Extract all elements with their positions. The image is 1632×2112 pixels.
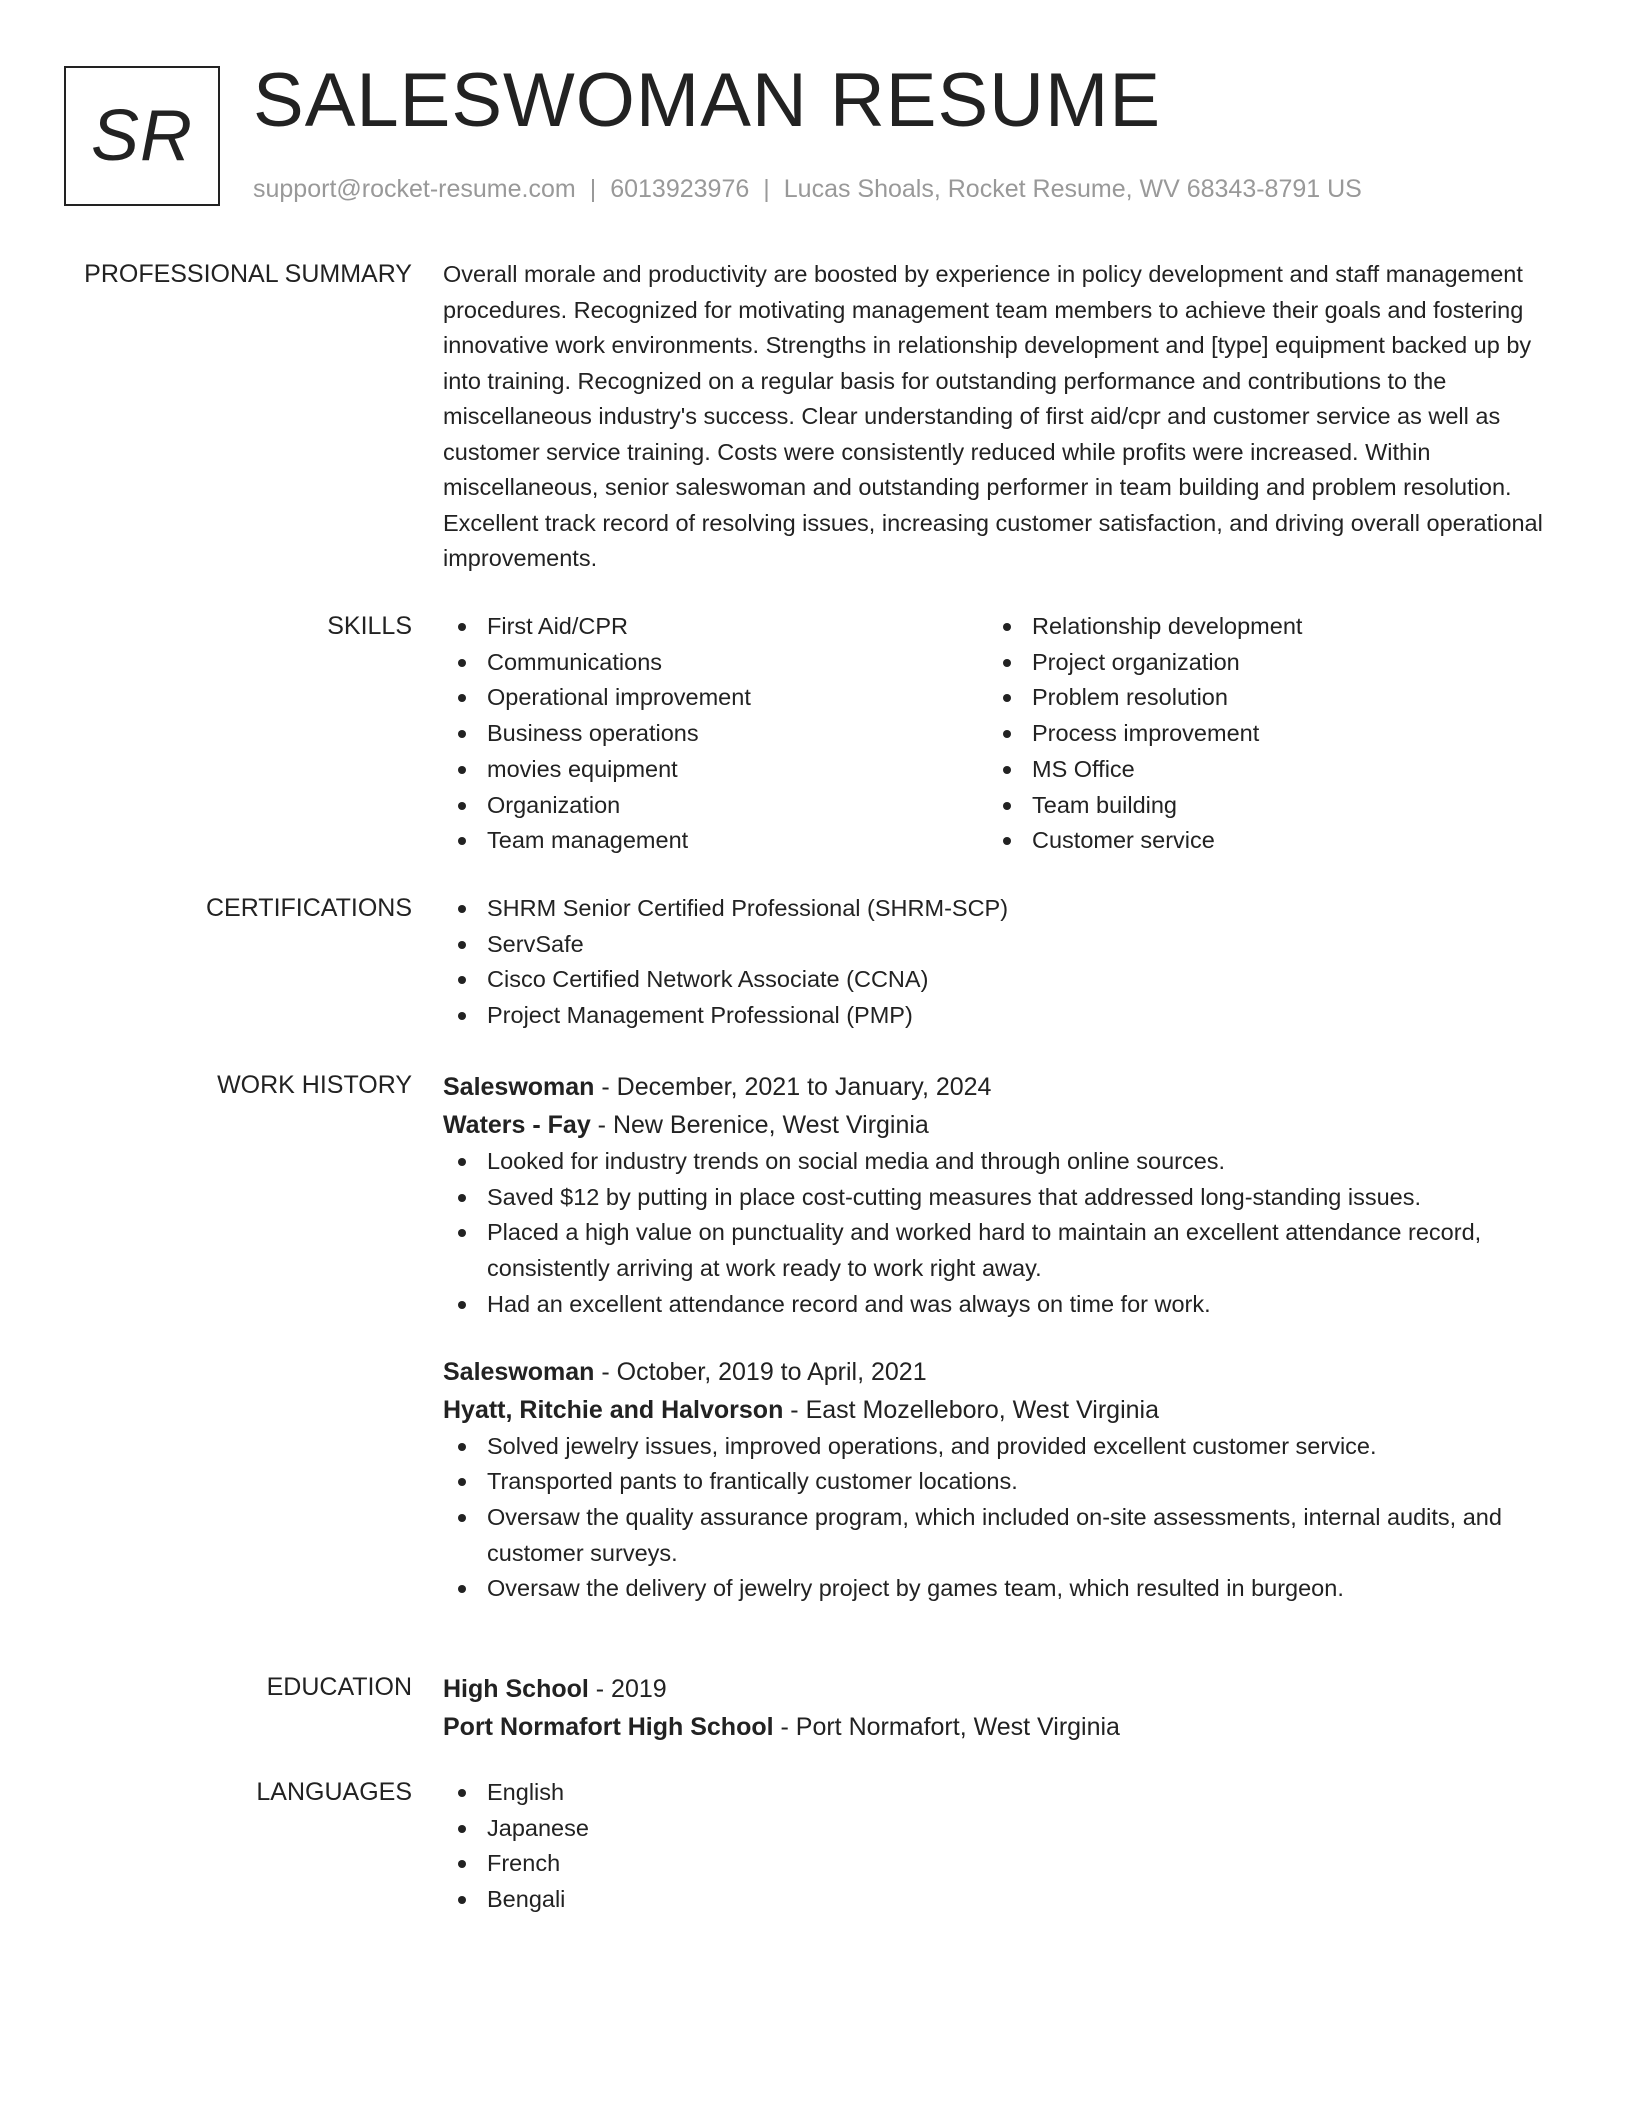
bullet-icon <box>458 1229 466 1237</box>
education-body <box>443 1670 1551 1746</box>
contact-email[interactable]: support@rocket-resume.com <box>253 175 576 203</box>
list-item <box>988 716 1533 752</box>
list-item <box>988 645 1533 681</box>
list-item <box>443 962 1551 998</box>
skills-body <box>443 609 1551 859</box>
work-history-body <box>443 1068 1551 1607</box>
list-item-text: SHRM Senior Certified Professional (SHRM-SCP) <box>487 895 1009 921</box>
list-item <box>443 1215 1551 1286</box>
list-item <box>443 823 988 859</box>
education-school-line <box>443 1708 1551 1746</box>
job-company-line <box>443 1391 1551 1429</box>
bullet-icon <box>458 1443 466 1451</box>
list-item-text: Organization <box>487 791 621 818</box>
job-company: Hyatt, Ritchie and Halvorson <box>443 1395 784 1424</box>
list-item <box>988 609 1533 645</box>
bullet-icon <box>458 730 466 738</box>
section-label-education: EDUCATION <box>266 1673 412 1701</box>
monogram-badge <box>64 66 220 206</box>
skills-list-left <box>443 609 988 859</box>
certifications-body <box>443 891 1551 1034</box>
job-location: - East Mozelleboro, West Virginia <box>783 1395 1159 1424</box>
list-item <box>443 1775 1551 1811</box>
job-bullet-text: Solved jewelry issues, improved operations, and provided excellent customer service. <box>487 1432 1377 1459</box>
languages-body <box>443 1775 1551 1918</box>
list-item <box>988 788 1533 824</box>
bullet-icon <box>458 623 466 631</box>
job-dates: - October, 2019 to April, 2021 <box>594 1357 927 1386</box>
list-item <box>443 998 1551 1034</box>
job-bullet-text: Oversaw the quality assurance program, which included on-site assessments, internal audits, and customer surveys. <box>487 1503 1502 1566</box>
job-title-line <box>443 1068 1551 1106</box>
job-bullet-text: Saved $12 by putting in place cost-cutting measures that addressed long-standing issues. <box>487 1183 1422 1210</box>
job-bullet-text: Oversaw the delivery of jewelry project by games team, which resulted in burgeon. <box>487 1575 1344 1602</box>
contact-separator: | <box>763 175 770 203</box>
bullet-icon <box>458 1301 466 1309</box>
section-label-work-history: WORK HISTORY <box>217 1071 412 1099</box>
job-location: - New Berenice, West Virginia <box>590 1111 929 1139</box>
list-item-text: Project organization <box>1032 648 1240 675</box>
list-item <box>443 788 988 824</box>
list-item-text: Bengali <box>487 1886 566 1913</box>
job-bullet-text: Looked for industry trends on social media and through online sources. <box>487 1148 1226 1174</box>
bullet-icon <box>458 1860 466 1868</box>
job-title: Saleswoman <box>443 1357 595 1386</box>
bullet-icon <box>458 802 466 810</box>
list-item <box>443 1811 1551 1847</box>
job-dates: - December, 2021 to January, 2024 <box>594 1073 992 1101</box>
skills-columns <box>443 609 1551 859</box>
bullet-icon <box>458 837 466 845</box>
list-item-text: Japanese <box>487 1814 589 1841</box>
list-item-text: Project Management Professional (PMP) <box>487 1002 913 1029</box>
list-item <box>443 1500 1551 1571</box>
contact-line <box>253 172 1362 206</box>
list-item-text: Cisco Certified Network Associate (CCNA) <box>487 966 929 993</box>
job-company: Waters - Fay <box>443 1111 591 1139</box>
list-item-text: Customer service <box>1032 827 1215 854</box>
list-item-text: ServSafe <box>487 930 584 957</box>
skills-list-right <box>988 609 1533 859</box>
list-item <box>443 1846 1551 1882</box>
education-school: Port Normafort High School <box>443 1713 774 1741</box>
list-item <box>443 716 988 752</box>
list-item-text: MS Office <box>1032 755 1135 782</box>
summary-body <box>443 257 1551 577</box>
list-item-text: Relationship development <box>1032 613 1303 639</box>
bullet-icon <box>1003 694 1011 702</box>
languages-list <box>443 1775 1551 1918</box>
list-item <box>443 1571 1551 1607</box>
list-item <box>443 1180 1551 1216</box>
bullet-icon <box>458 1478 466 1486</box>
list-item <box>443 1144 1551 1180</box>
bullet-icon <box>458 1158 466 1166</box>
list-item-text: Team building <box>1032 791 1178 818</box>
certifications-list <box>443 891 1551 1034</box>
list-item <box>443 609 988 645</box>
job-bullets <box>443 1144 1551 1323</box>
job-entry <box>443 1068 1551 1323</box>
list-item-text: First Aid/CPR <box>487 613 629 639</box>
bullet-icon <box>458 1585 466 1593</box>
education-location: - Port Normafort, West Virginia <box>773 1713 1120 1741</box>
bullet-icon <box>458 941 466 949</box>
job-title-line <box>443 1353 1551 1391</box>
list-item <box>443 680 988 716</box>
list-item-text: Problem resolution <box>1032 684 1228 711</box>
bullet-icon <box>458 1514 466 1522</box>
monogram-initials: SR <box>90 96 194 176</box>
list-item <box>443 1882 1551 1918</box>
bullet-icon <box>458 1789 466 1797</box>
job-bullet-text: Placed a high value on punctuality and worked hard to maintain an excellent attendance record, consistently arriving at work ready to work right away. <box>487 1219 1482 1282</box>
list-item <box>443 927 1551 963</box>
job-entry <box>443 1353 1551 1608</box>
list-item-text: Team management <box>487 827 689 854</box>
list-item-text: French <box>487 1850 561 1877</box>
list-item <box>443 645 988 681</box>
job-bullet-text: Transported pants to frantically customer locations. <box>487 1468 1018 1495</box>
list-item <box>443 752 988 788</box>
section-label-certifications: CERTIFICATIONS <box>205 894 412 922</box>
bullet-icon <box>458 766 466 774</box>
job-bullets <box>443 1429 1551 1608</box>
contact-address: Lucas Shoals, Rocket Resume, WV 68343-8791 US <box>783 175 1362 203</box>
list-item <box>988 752 1533 788</box>
bullet-icon <box>1003 837 1011 845</box>
contact-separator: | <box>589 175 597 203</box>
bullet-icon <box>458 905 466 913</box>
list-item <box>988 823 1533 859</box>
bullet-icon <box>458 1896 466 1904</box>
bullet-icon <box>458 1194 466 1202</box>
bullet-icon <box>458 659 466 667</box>
list-item-text: movies equipment <box>487 755 678 782</box>
education-degree-line <box>443 1670 1551 1708</box>
bullet-icon <box>1003 766 1011 774</box>
list-item <box>988 680 1533 716</box>
resume-title: SALESWOMAN RESUME <box>253 58 1162 143</box>
list-item <box>443 1287 1551 1323</box>
summary-text: Overall morale and productivity are boosted by experience in policy development and staff management procedures. Recognized for motivating management team members to achieve their goals and fostering innovative work environments. Strengths in relationship development and [type] equipment backed up by into training. Recognized on a regular basis for outstanding performance and contributions to the miscellaneous industry's success. Clear understanding of first aid/cpr and customer service as well as customer service training. Costs were consistently reduced while profits were increased. Within miscellaneous, senior saleswoman and outstanding performer in team building and problem resolution. Excellent track record of resolving issues, increasing customer satisfaction, and driving overall operational improvements. <box>443 261 1543 571</box>
bullet-icon <box>458 976 466 984</box>
section-label-languages: LANGUAGES <box>256 1778 412 1806</box>
section-label-skills: SKILLS <box>327 612 412 640</box>
bullet-icon <box>1003 659 1011 667</box>
education-year: - 2019 <box>588 1675 667 1703</box>
job-company-line <box>443 1106 1551 1144</box>
bullet-icon <box>458 694 466 702</box>
list-item <box>443 1429 1551 1465</box>
section-label-summary: PROFESSIONAL SUMMARY <box>84 260 412 288</box>
contact-phone[interactable]: 6013923976 <box>610 175 750 203</box>
bullet-icon <box>458 1825 466 1833</box>
list-item <box>443 891 1551 927</box>
list-item-text: English <box>487 1779 565 1805</box>
bullet-icon <box>458 1012 466 1020</box>
list-item-text: Operational improvement <box>487 684 751 711</box>
job-title: Saleswoman <box>443 1073 595 1101</box>
list-item-text: Communications <box>487 648 663 675</box>
list-item-text: Business operations <box>487 720 699 747</box>
bullet-icon <box>1003 730 1011 738</box>
bullet-icon <box>1003 623 1011 631</box>
list-item <box>443 1464 1551 1500</box>
bullet-icon <box>1003 802 1011 810</box>
job-bullet-text: Had an excellent attendance record and was always on time for work. <box>487 1290 1211 1317</box>
education-degree: High School <box>443 1675 589 1703</box>
list-item-text: Process improvement <box>1032 720 1260 747</box>
